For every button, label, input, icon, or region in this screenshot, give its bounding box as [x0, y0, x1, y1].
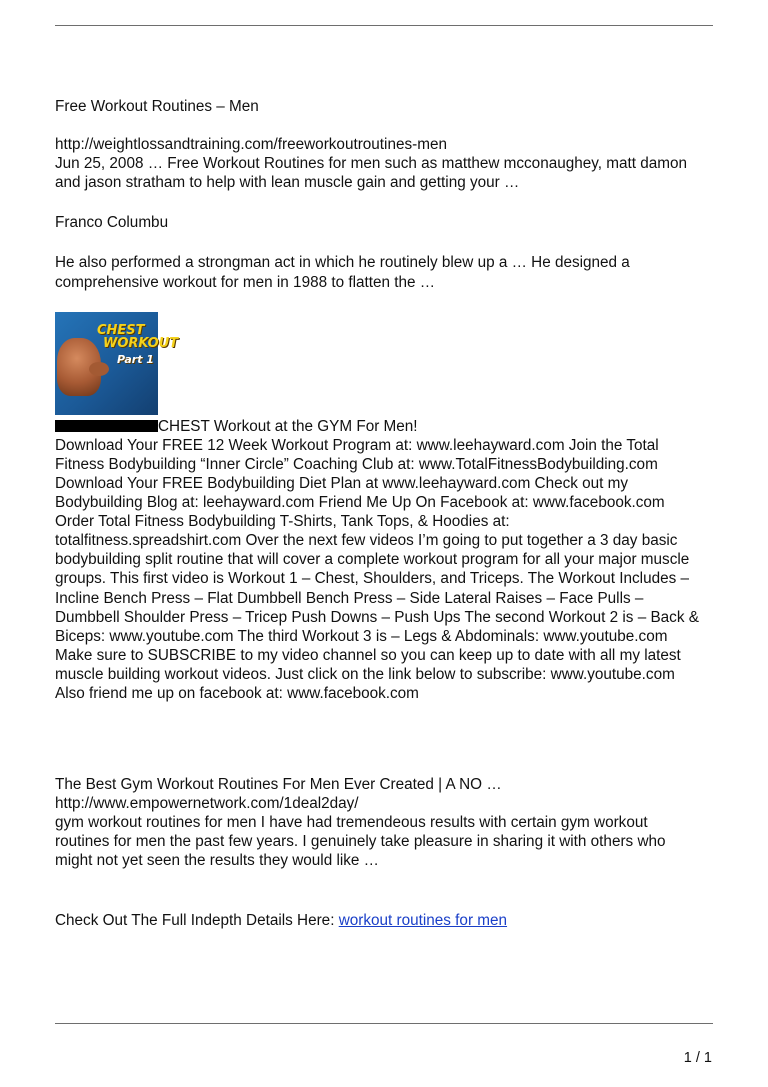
spacer: [55, 116, 720, 135]
section3-line3: might not yet seen the results they would like …: [55, 852, 379, 870]
video-desc-line: Dumbbell Shoulder Press – Tricep Push Downs – Push Ups The second Workout 2 is – Back &: [55, 608, 699, 626]
page-number: 1 / 1: [683, 1050, 712, 1066]
footer-cta: [55, 911, 720, 930]
section1-title: Free Workout Routines – Men: [55, 98, 259, 115]
video-desc-line: muscle building workout videos. Just click on the link below to subscribe: www.youtube.com: [55, 665, 675, 683]
video-desc-line: Make sure to SUBSCRIBE to my video channel so you can keep up to date with all my latest: [55, 646, 681, 664]
video-caption-row: [55, 417, 720, 436]
thumbnail-bottom-bar: [55, 420, 158, 432]
section2-line1: He also performed a strongman act in which he routinely blew up a … He designed a: [55, 254, 630, 272]
section2-line2: comprehensive workout for men in 1988 to flatten the …: [55, 273, 436, 291]
section3-line1: gym workout routines for men I have had tremendeous results with certain gym workout: [55, 814, 648, 832]
video-desc-line: totalfitness.spreadshirt.com Over the next few videos I’m going to put together a 3 day basic: [55, 532, 678, 550]
video-desc-line: Bodybuilding Blog at: leehayward.com Friend Me Up On Facebook at: www.facebook.com: [55, 494, 665, 512]
spacer: [55, 232, 720, 253]
section3-url: http://www.empowernetwork.com/1deal2day/: [55, 795, 359, 813]
video-desc-line: Biceps: www.youtube.com The third Workout 3 is – Legs & Abdominals: www.youtube.com: [55, 627, 668, 645]
spacer: [55, 703, 720, 775]
section1-url: http://weightlossandtraining.com/freeworkoutroutines-men: [55, 136, 447, 154]
header-rule: [55, 25, 713, 26]
section1-snippet-line2: and jason stratham to help with lean muscle gain and getting your …: [55, 174, 520, 192]
section1-snippet-line1: Jun 25, 2008 … Free Workout Routines for men such as matthew mcconaughey, matt damon: [55, 155, 688, 173]
video-thumbnail-row: [55, 311, 720, 417]
video-desc-line: bodybuilding split routine that will cover a complete workout program for all your major muscle: [55, 551, 690, 569]
footer-cta-text: Check Out The Full Indepth Details Here:: [55, 911, 339, 929]
section3-title: The Best Gym Workout Routines For Men Ever Created | A NO …: [55, 776, 502, 794]
footer-rule: [55, 1023, 713, 1024]
thumbnail-text-workout: WORKOUT: [103, 335, 179, 351]
section3-line2: routines for men the past few years. I genuinely take pleasure in sharing it with others who: [55, 833, 666, 851]
video-desc-line: groups. This first video is Workout 1 – Chest, Shoulders, and Triceps. The Workout Includes –: [55, 570, 689, 588]
thumbnail-title: [97, 324, 178, 367]
workout-routines-link[interactable]: workout routines for men: [338, 911, 508, 929]
video-desc-line: Also friend me up on facebook at: www.facebook.com: [55, 684, 419, 702]
video-desc-line: Incline Bench Press – Flat Dumbbell Bench Press – Side Lateral Raises – Face Pulls –: [55, 589, 644, 607]
spacer: [55, 192, 720, 213]
video-desc-line: Fitness Bodybuilding “Inner Circle” Coaching Club at: www.TotalFitnessBodybuilding.com: [55, 455, 658, 473]
video-thumbnail[interactable]: [55, 312, 179, 415]
spacer: [55, 292, 720, 311]
thumbnail-text-chest: CHEST: [97, 322, 145, 338]
document-body: [55, 97, 720, 930]
video-desc-line: Download Your FREE Bodybuilding Diet Plan at www.leehayward.com Check out my: [55, 474, 629, 492]
video-desc-line: Download Your FREE 12 Week Workout Program at: www.leehayward.com Join the Total: [55, 436, 659, 454]
spacer: [55, 871, 720, 911]
thumbnail-text-part: Part 1: [117, 352, 154, 366]
video-caption: CHEST Workout at the GYM For Men!: [158, 417, 418, 435]
video-desc-line: Order Total Fitness Bodybuilding T-Shirts, Tank Tops, & Hoodies at:: [55, 513, 510, 531]
section2-title: Franco Columbu: [55, 214, 169, 232]
